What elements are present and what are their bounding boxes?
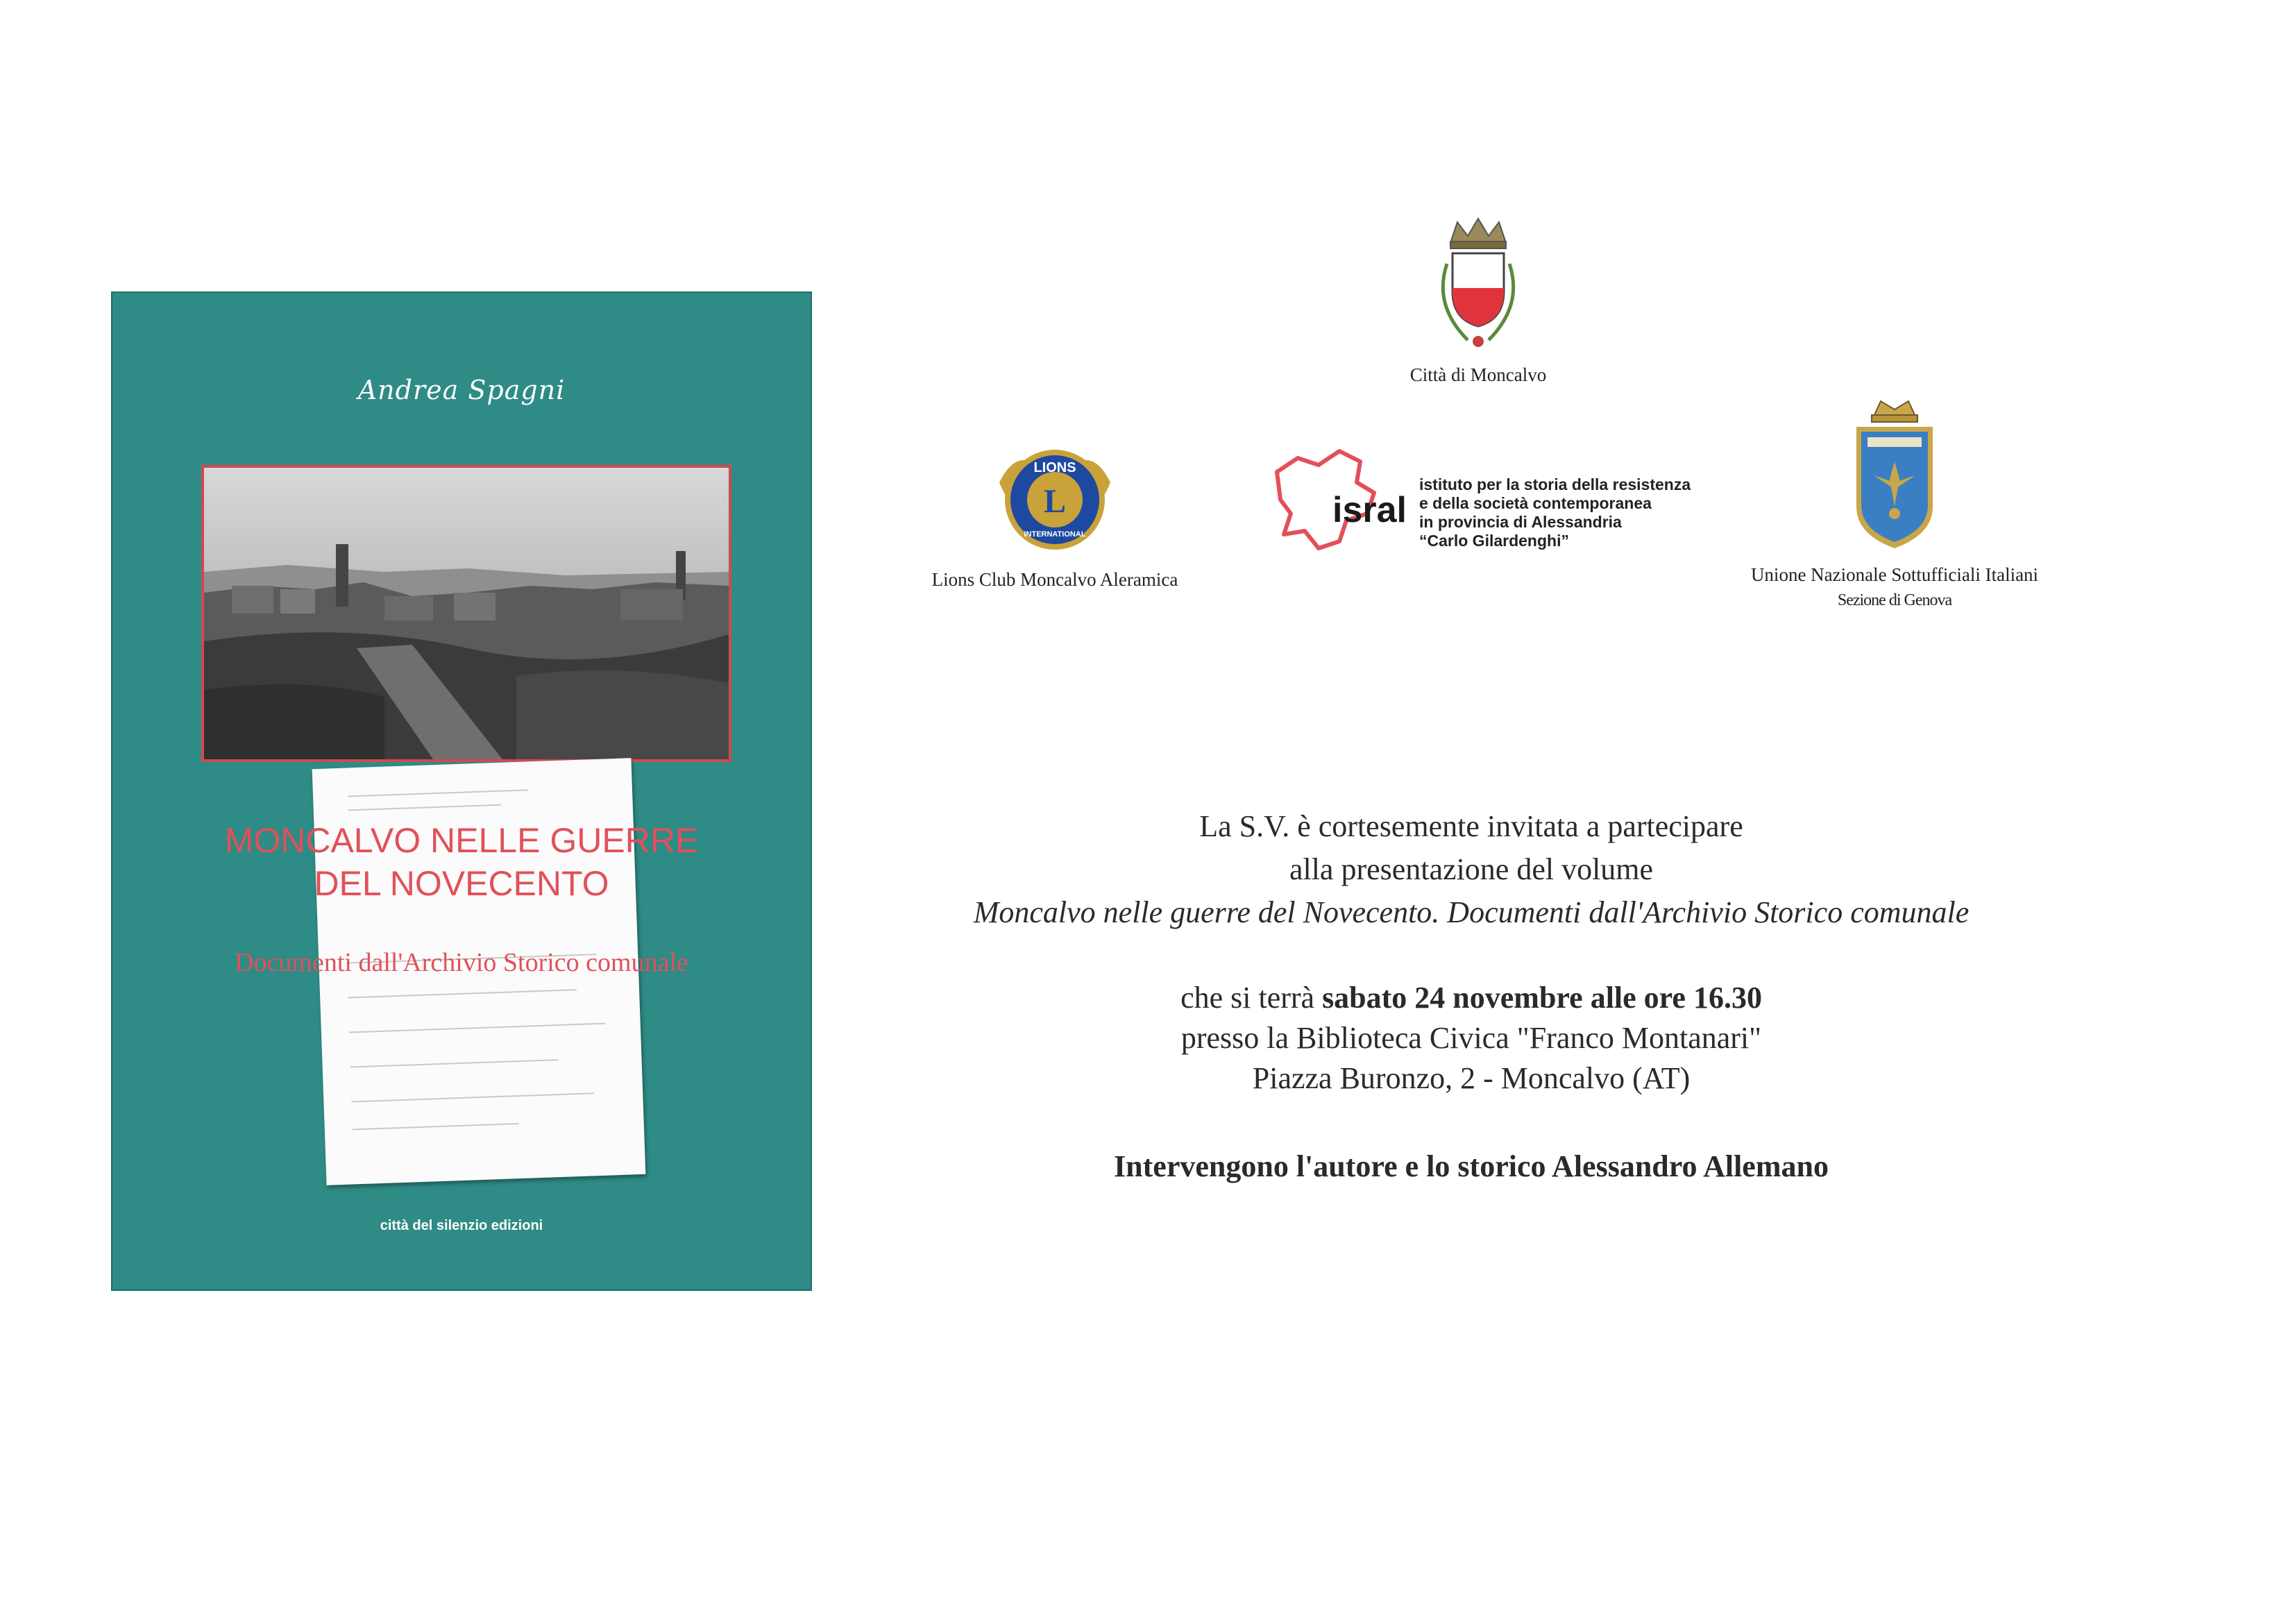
cover-publisher: città del silenzio edizioni <box>380 1218 543 1233</box>
invitation-line-1: La S.V. è cortesemente invitata a partecipare <box>1199 809 1743 843</box>
cover-title-line2: DEL NOVECENTO <box>314 864 609 903</box>
event-venue: presso la Biblioteca Civica "Franco Montanari" <box>1180 1021 1762 1055</box>
shield-emblem-icon <box>1843 396 1947 555</box>
lions-logo <box>909 441 1201 591</box>
moncalvo-logo <box>1339 215 1617 386</box>
event-when <box>874 980 2068 1016</box>
isral-line-2: e della società contemporanea <box>1419 494 1652 512</box>
invitation-intro <box>874 809 2068 931</box>
isral-map-icon <box>1270 444 1419 555</box>
speakers: Intervengono l'autore e lo storico Alessandro Allemano <box>1114 1149 1829 1183</box>
coat-of-arms-icon <box>1426 215 1530 361</box>
lions-club-icon <box>992 441 1117 559</box>
lions-badge-letter: L <box>1043 483 1067 520</box>
book-title: Moncalvo nelle guerre del Novecento. Documenti dall'Archivio Storico comunale <box>973 895 1970 929</box>
event-address: Piazza Buronzo, 2 - Moncalvo (AT) <box>1252 1061 1691 1095</box>
unsi-caption: Unione Nazionale Sottufficiali Italiani <box>1750 564 2039 585</box>
event-details <box>874 980 2068 1097</box>
invitation-line-2: alla presentazione del volume <box>1289 852 1654 886</box>
speakers-block <box>874 1149 2068 1185</box>
isral-line-4: “Carlo Gilardenghi” <box>1419 532 1569 550</box>
cover-title-line1: MONCALVO NELLE GUERRE <box>224 821 699 860</box>
moncalvo-caption: Città di Moncalvo <box>1409 364 1547 385</box>
cover-author: Andrea Spagni <box>357 375 566 405</box>
lions-badge-top: LIONS <box>1033 460 1076 475</box>
event-date-time: sabato 24 novembre alle ore 16.30 <box>1322 981 1762 1015</box>
isral-line-1: istituto per la storia della resistenza <box>1419 475 1691 493</box>
lions-caption: Lions Club Moncalvo Aleramica <box>931 569 1178 590</box>
unsi-logo <box>1714 396 2075 610</box>
cover-title <box>111 819 812 905</box>
unsi-subcaption: Sezione di Genova <box>1837 591 1952 609</box>
cover-subtitle: Documenti dall'Archivio Storico comunale <box>235 948 688 977</box>
book-cover <box>111 291 812 1291</box>
town-landscape-image <box>204 468 729 759</box>
isral-wordmark: isral <box>1332 490 1407 530</box>
lions-badge-bottom: INTERNATIONAL <box>1024 530 1086 539</box>
isral-text-block <box>1419 475 1691 550</box>
cover-photo <box>201 465 731 762</box>
isral-line-3: in provincia di Alessandria <box>1419 513 1622 531</box>
event-when-prefix: che si terrà <box>1180 981 1323 1015</box>
